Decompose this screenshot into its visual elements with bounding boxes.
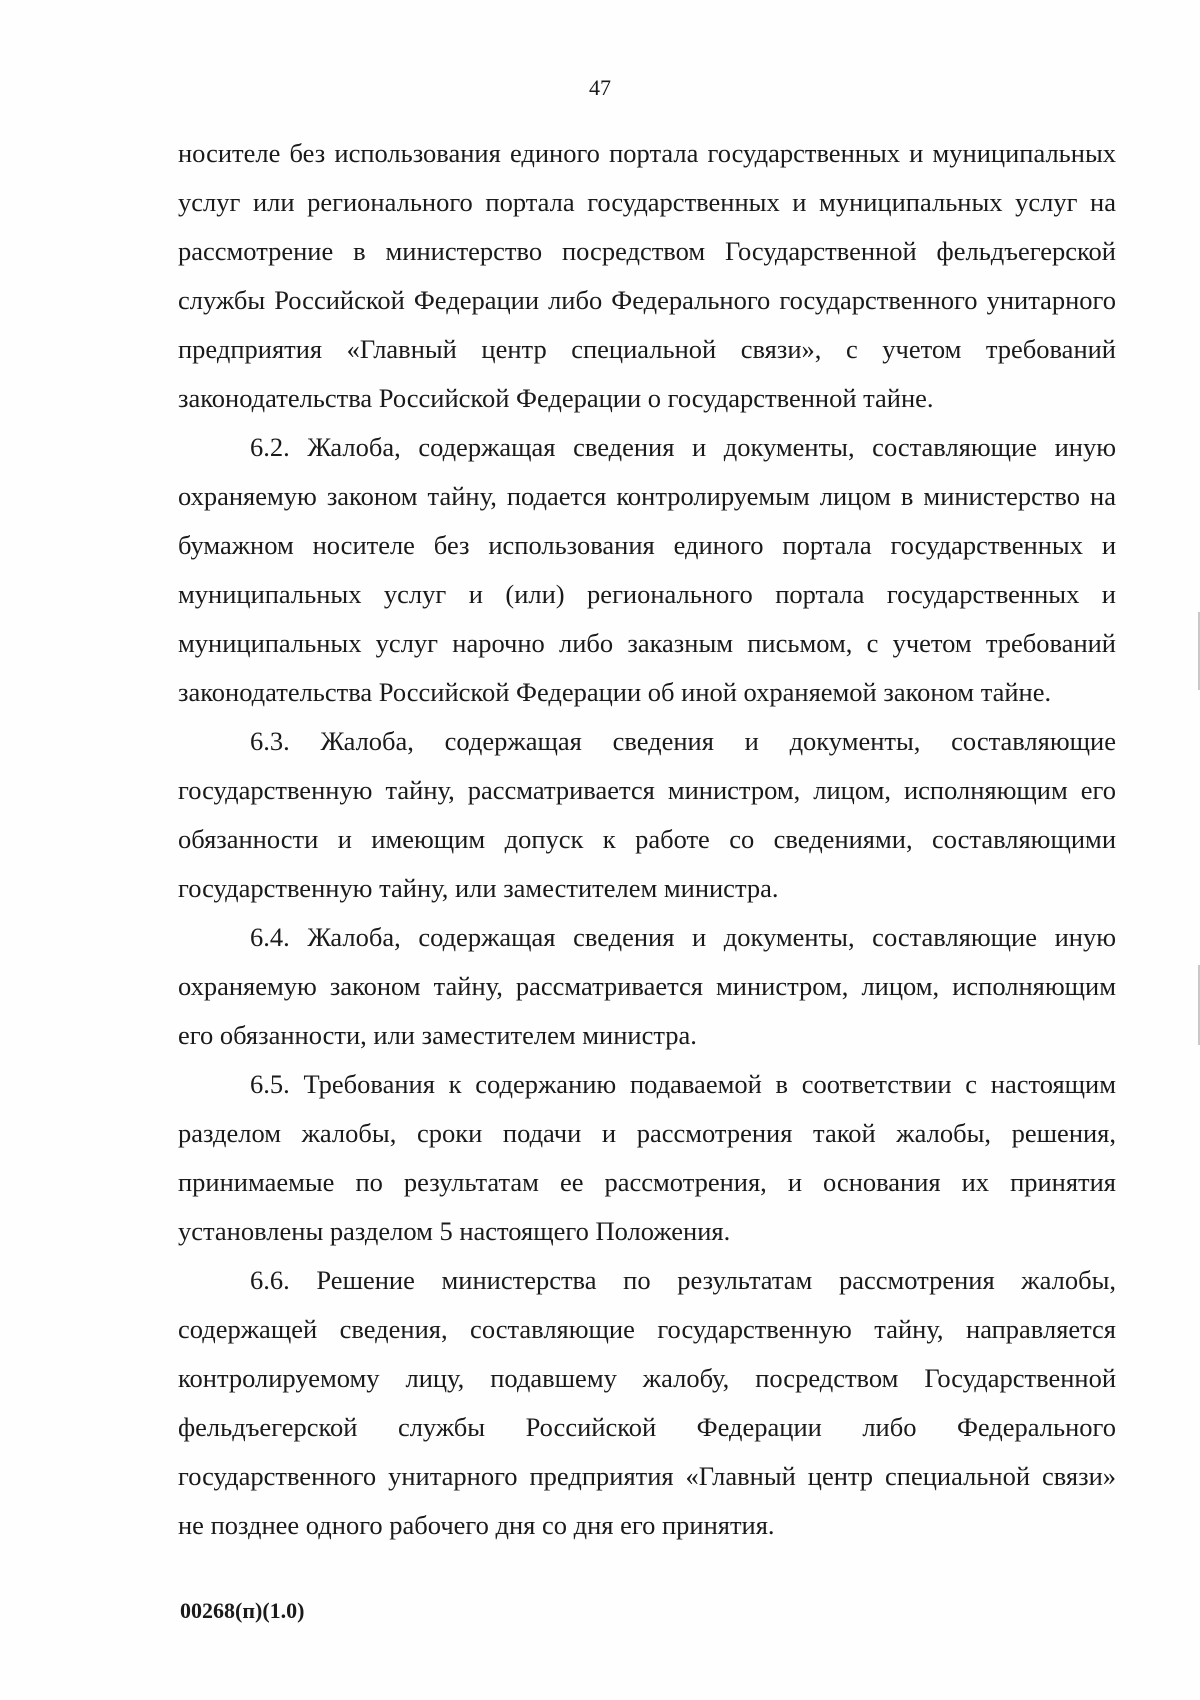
paragraph-6-4: 6.4. Жалоба, содержащая сведения и документы, составляющие иную охраняемую законом тайну, рассматривается министром, лицом, исполняющим его обязанности, или заместителем министра.: [178, 922, 1116, 1050]
paragraph-continuation: носителе без использования единого портала государственных и муниципальных услуг или регионального портала государственных и муниципальных услуг на рассмотрение в министерство посредством Государственной фельдъегерской службы Российской Федерации либо Федерального государственного унитарного предприятия «Главный центр специальной связи», с учетом требований законодательства Российской Федерации о государственной тайне.: [178, 138, 1116, 413]
paragraph-6-3: 6.3. Жалоба, содержащая сведения и документы, составляющие государственную тайну, рассматривается министром, лицом, исполняющим его обязанности и имеющим допуск к работе со сведениями, составляющими государственную тайну, или заместителем министра.: [178, 726, 1116, 903]
page-number: 47: [589, 75, 611, 100]
paragraph-6-2: 6.2. Жалоба, содержащая сведения и документы, составляющие иную охраняемую законом тайну, подается контролируемым лицом в министерство на бумажном носителе без использования единого портала государственных и муниципальных услуг и (или) регионального портала государственных и муниципальных услуг нарочно либо заказным письмом, с учетом требований законодательства Российской Федерации об иной охраняемой законом тайне.: [178, 432, 1116, 707]
document-body: [178, 129, 1116, 1550]
paragraph-6-6: 6.6. Решение министерства по результатам рассмотрения жалобы, содержащей сведения, составляющие государственную тайну, направляется контролируемому лицу, подавшему жалобу, посредством Государственной фельдъегерской службы Российской Федерации либо Федерального государственного унитарного предприятия «Главный центр специальной связи» не позднее одного рабочего дня со дня его принятия.: [178, 1265, 1116, 1540]
paragraph-6-5: 6.5. Требования к содержанию подаваемой в соответствии с настоящим разделом жалобы, сроки подачи и рассмотрения такой жалобы, решения, принимаемые по результатам ее рассмотрения, и основания их принятия установлены разделом 5 настоящего Положения.: [178, 1069, 1116, 1246]
document-code: 00268(п)(1.0): [180, 1598, 305, 1623]
